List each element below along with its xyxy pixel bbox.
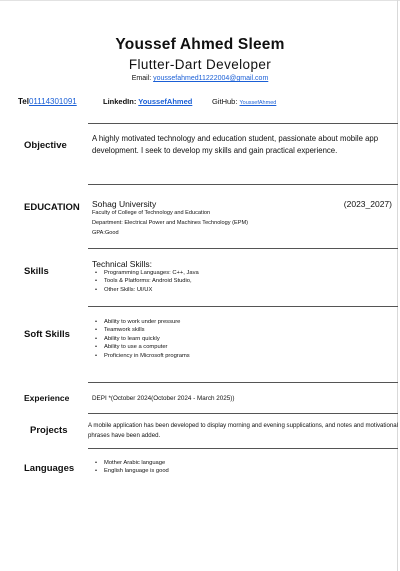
github-label: GitHub: — [212, 97, 240, 106]
section-title-skills: Skills — [24, 266, 49, 277]
projects-text: A mobile application has been developed to display morning and evening supplications, and notes and motivational phrases have been added. — [88, 422, 398, 439]
list-item: • Mother Arabic language — [92, 459, 169, 467]
list-item: • Programming Languages: C++, Java — [92, 269, 199, 277]
linkedin-label: LinkedIn: — [103, 97, 139, 106]
divider — [88, 448, 398, 449]
section-title-experience: Experience — [24, 393, 70, 403]
list-item: • Ability to learn quickly — [92, 335, 190, 343]
divider — [88, 123, 398, 124]
education-header — [92, 199, 392, 209]
skills-heading: Technical Skills: — [92, 259, 152, 269]
list-item: • English language is good — [92, 467, 169, 475]
tel-label: Tel — [18, 97, 29, 106]
list-item: • Ability to work under pressure — [92, 318, 190, 326]
linkedin-contact — [103, 97, 192, 106]
divider — [88, 306, 398, 307]
section-title-education: EDUCATION — [24, 202, 80, 213]
experience-text: DEPI *(October 2024(October 2024 - March 2025)) — [92, 395, 235, 402]
github-link[interactable]: YoussefAhmed — [239, 100, 277, 106]
section-title-projects: Projects — [30, 425, 68, 436]
page-edge-top — [0, 0, 400, 1]
skills-list — [92, 269, 199, 294]
divider — [88, 413, 398, 414]
list-item: • Tools & Platforms: Android Studio, — [92, 277, 199, 285]
list-item: • Teamwork skills — [92, 326, 190, 334]
email-label: Email: — [131, 75, 154, 82]
page-edge-right — [397, 0, 398, 571]
education-gpa: GPA:Good — [92, 230, 119, 236]
divider — [88, 248, 398, 249]
list-item: • Proficiency in Microsoft programs — [92, 352, 190, 360]
education-faculty: Faculty of College of Technology and Education — [92, 210, 211, 216]
divider — [88, 184, 398, 185]
tel-contact — [18, 97, 77, 106]
section-title-soft-skills: Soft Skills — [24, 329, 70, 340]
email-link[interactable]: youssefahmed11222004@gmail.com — [153, 75, 269, 82]
soft-skills-list — [92, 318, 190, 360]
education-department: Department: Electrical Power and Machines Technology (EPM) — [92, 220, 248, 226]
list-item: • Other Skills: UI/UX — [92, 286, 199, 294]
resume-name: Youssef Ahmed Sleem — [115, 36, 285, 53]
languages-list — [92, 459, 169, 476]
education-school: Sohag University — [92, 199, 157, 209]
linkedin-link[interactable]: YoussefAhmed — [138, 97, 193, 106]
email-line — [0, 75, 400, 82]
education-years: (2023_2027) — [343, 199, 392, 209]
section-title-objective: Objective — [24, 140, 67, 151]
github-contact — [212, 97, 276, 106]
divider — [88, 382, 398, 383]
resume-role: Flutter-Dart Developer — [128, 57, 272, 72]
tel-link[interactable]: 01114301091 — [28, 97, 77, 106]
list-item: • Ability to use a computer — [92, 343, 190, 351]
section-title-languages: Languages — [24, 463, 75, 474]
objective-text: A highly motivated technology and education student, passionate about mobile app development. I seek to develop my skills and gain practical experience. — [92, 134, 379, 155]
